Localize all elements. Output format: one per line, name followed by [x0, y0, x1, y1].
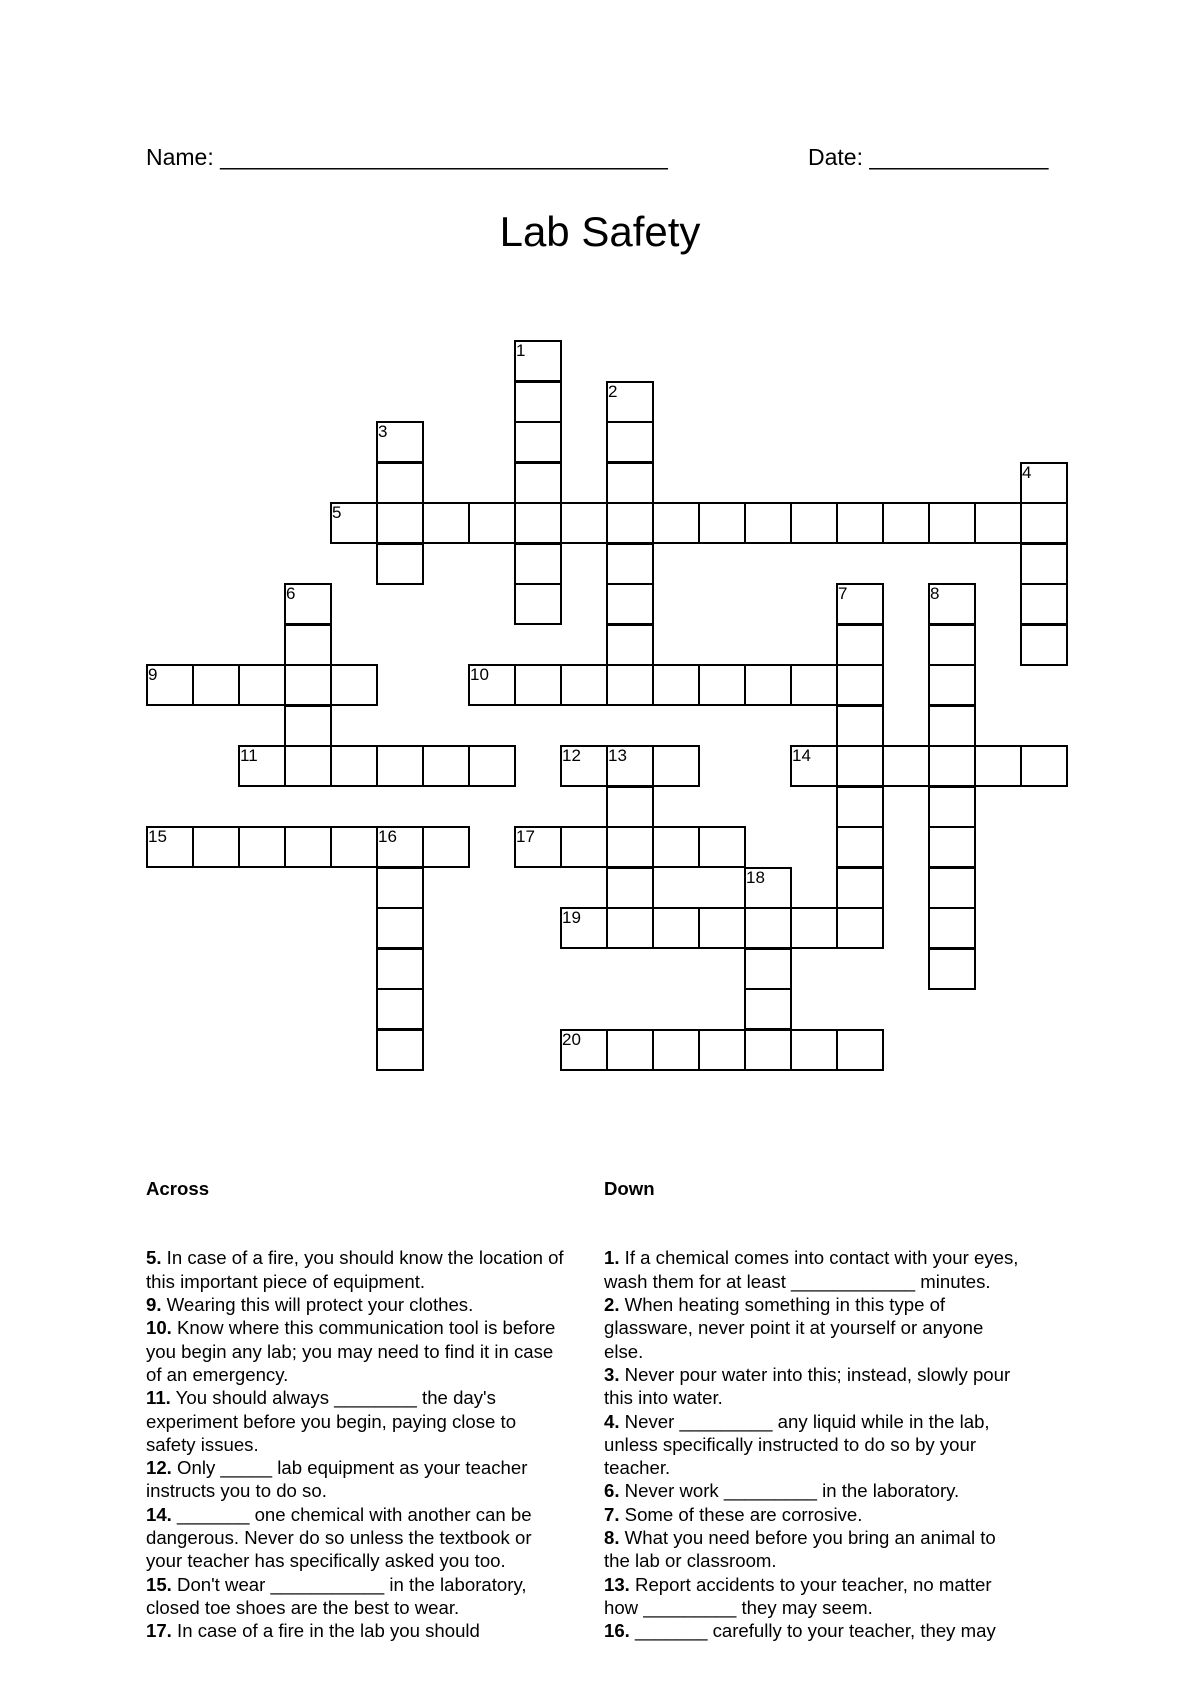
down-clue-line	[604, 1410, 1074, 1433]
crossword-cell[interactable]	[836, 705, 884, 747]
crossword-cell[interactable]	[744, 664, 792, 706]
crossword-cell[interactable]	[836, 624, 884, 666]
clue-number: 1.	[604, 1247, 620, 1269]
crossword-cell[interactable]	[1020, 462, 1068, 504]
crossword-cell[interactable]	[284, 624, 332, 666]
down-clue-line	[604, 1293, 1074, 1316]
crossword-cell[interactable]	[1020, 583, 1068, 625]
across-clue-line	[146, 1503, 608, 1526]
crossword-cell[interactable]	[514, 664, 562, 706]
down-clue-line	[604, 1246, 1074, 1269]
clue-number: 8.	[604, 1527, 620, 1549]
crossword-cell[interactable]	[928, 705, 976, 747]
clue-number-label: 15	[148, 827, 167, 846]
crossword-cell[interactable]	[422, 502, 470, 544]
crossword-cell[interactable]	[606, 502, 654, 544]
across-clue-line	[146, 1479, 608, 1502]
crossword-cell[interactable]	[376, 867, 424, 909]
clue-text: instructs you to do so.	[146, 1480, 327, 1502]
crossword-cell[interactable]	[146, 826, 194, 868]
clue-number-label: 5	[332, 503, 342, 522]
clue-number-label: 14	[792, 746, 811, 765]
crossword-cell[interactable]	[560, 664, 608, 706]
across-clue-line	[146, 1549, 608, 1572]
crossword-cell[interactable]	[376, 462, 424, 504]
clue-number: 16.	[604, 1620, 630, 1642]
clue-number: 2.	[604, 1294, 620, 1316]
crossword-cell[interactable]	[928, 867, 976, 909]
clue-text: _______ one chemical with another can be	[171, 1503, 532, 1525]
crossword-cell[interactable]	[376, 826, 424, 868]
crossword-cell[interactable]	[606, 624, 654, 666]
clue-text: If a chemical comes into contact with your eyes,	[619, 1247, 1019, 1269]
crossword-cell[interactable]	[790, 502, 838, 544]
across-clue-line	[146, 1433, 608, 1456]
crossword-cell[interactable]	[698, 907, 746, 949]
down-clue-line	[604, 1363, 1074, 1386]
crossword-cell[interactable]	[330, 745, 378, 787]
down-clue-line	[604, 1549, 1074, 1572]
crossword-cell[interactable]	[652, 907, 700, 949]
clue-number-label: 6	[286, 584, 296, 603]
clue-text: dangerous. Never do so unless the textbook or	[146, 1527, 532, 1549]
crossword-cell[interactable]	[836, 502, 884, 544]
clue-text: Never work _________ in the laboratory.	[619, 1480, 960, 1502]
clue-number-label: 4	[1022, 462, 1032, 482]
clue-number: 11.	[146, 1387, 171, 1409]
across-clue-line	[146, 1270, 608, 1293]
crossword-cell[interactable]	[376, 502, 424, 544]
down-clue-line	[604, 1433, 1074, 1456]
clue-text: glassware, never point it at yourself or anyone	[604, 1317, 984, 1339]
crossword-cell[interactable]	[652, 745, 700, 787]
crossword-cell[interactable]	[468, 664, 516, 706]
crossword-cell[interactable]	[790, 907, 838, 949]
across-clue-line	[146, 1619, 608, 1642]
clue-number-label: 16	[378, 827, 397, 846]
clue-text: Don't wear ___________ in the laboratory,	[171, 1573, 527, 1595]
crossword-cell[interactable]	[376, 745, 424, 787]
clue-text: When heating something in this type of	[619, 1294, 946, 1316]
crossword-cell[interactable]	[928, 664, 976, 706]
clue-number-label: 1	[516, 341, 526, 360]
crossword-cell[interactable]	[836, 786, 884, 828]
clue-number-label: 8	[930, 584, 940, 603]
crossword-cell[interactable]	[652, 502, 700, 544]
crossword-cell[interactable]	[376, 1029, 424, 1071]
clue-text: In case of a fire in the lab you should	[171, 1620, 480, 1642]
crossword-cell[interactable]	[330, 826, 378, 868]
crossword-cell[interactable]	[1020, 543, 1068, 585]
across-clue-line	[146, 1246, 608, 1269]
clue-number: 15.	[146, 1573, 172, 1595]
clue-number: 3.	[604, 1363, 620, 1385]
date-field-label: Date: ______________	[808, 144, 1049, 170]
clue-text: Never pour water into this; instead, slowly pour	[619, 1363, 1011, 1385]
clue-number: 17.	[146, 1620, 172, 1642]
across-clue-line	[146, 1456, 608, 1479]
crossword-cell[interactable]	[238, 664, 286, 706]
crossword-cell[interactable]	[376, 543, 424, 585]
down-clue-line	[604, 1526, 1074, 1549]
crossword-cell[interactable]	[560, 1029, 608, 1071]
down-clue-line	[604, 1503, 1074, 1526]
crossword-cell[interactable]	[606, 786, 654, 828]
clue-text: closed toe shoes are the best to wear.	[146, 1596, 460, 1618]
crossword-cell[interactable]	[790, 664, 838, 706]
across-clue-line	[146, 1386, 608, 1409]
clue-text: wash them for at least ____________ minutes.	[604, 1270, 991, 1292]
clue-text: Know where this communication tool is before	[171, 1317, 556, 1339]
crossword-cell[interactable]	[514, 421, 562, 463]
crossword-cell[interactable]	[330, 664, 378, 706]
crossword-cell[interactable]	[284, 705, 332, 747]
crossword-cell[interactable]	[238, 745, 286, 787]
crossword-cell[interactable]	[560, 502, 608, 544]
across-clue-line	[146, 1316, 608, 1339]
crossword-cell[interactable]	[974, 502, 1022, 544]
down-heading: Down	[604, 1177, 655, 1199]
crossword-cell[interactable]	[376, 988, 424, 1030]
crossword-cell[interactable]	[928, 624, 976, 666]
crossword-cell[interactable]	[192, 664, 240, 706]
crossword-cell[interactable]	[652, 664, 700, 706]
crossword-cell[interactable]	[744, 988, 792, 1030]
down-clue-line	[604, 1456, 1074, 1479]
crossword-cell[interactable]	[606, 1029, 654, 1071]
down-clue-line	[604, 1340, 1074, 1363]
crossword-cell[interactable]	[560, 907, 608, 949]
crossword-cell[interactable]	[836, 664, 884, 706]
crossword-cell[interactable]	[744, 502, 792, 544]
crossword-cell[interactable]	[422, 826, 470, 868]
clue-number-label: 20	[562, 1029, 581, 1049]
clue-number-label: 2	[608, 381, 618, 401]
clue-text: What you need before you bring an animal to	[619, 1527, 996, 1549]
crossword-cell[interactable]	[330, 502, 378, 544]
clue-text: how _________ they may seem.	[604, 1596, 873, 1618]
down-clue-line	[604, 1573, 1074, 1596]
crossword-cell[interactable]	[928, 907, 976, 949]
name-field-label: Name: ___________________________________	[146, 144, 668, 170]
crossword-cell[interactable]	[238, 826, 286, 868]
crossword-cell[interactable]	[514, 502, 562, 544]
crossword-cell[interactable]	[606, 745, 654, 787]
clue-number: 13.	[604, 1573, 630, 1595]
clue-text: Wearing this will protect your clothes.	[161, 1294, 474, 1316]
down-clue-line	[604, 1316, 1074, 1339]
crossword-cell[interactable]	[606, 664, 654, 706]
clue-text: Some of these are corrosive.	[619, 1503, 863, 1525]
down-clue-line	[604, 1386, 1074, 1409]
crossword-cell[interactable]	[698, 1029, 746, 1071]
crossword-cell[interactable]	[1020, 502, 1068, 544]
crossword-cell[interactable]	[744, 867, 792, 909]
crossword-cell[interactable]	[468, 745, 516, 787]
crossword-cell[interactable]	[1020, 745, 1068, 787]
crossword-cell[interactable]	[744, 1029, 792, 1071]
across-heading: Across	[146, 1177, 210, 1199]
crossword-cell[interactable]	[560, 745, 608, 787]
clue-text: you begin any lab; you may need to find it in case	[146, 1340, 554, 1362]
clue-number-label: 19	[562, 908, 581, 927]
clue-number-label: 11	[240, 746, 258, 765]
clue-number: 9.	[146, 1294, 162, 1316]
crossword-cell[interactable]	[836, 826, 884, 868]
clue-text: the lab or classroom.	[604, 1550, 777, 1572]
crossword-cell[interactable]	[422, 745, 470, 787]
crossword-cell[interactable]	[974, 745, 1022, 787]
crossword-cell[interactable]	[790, 745, 838, 787]
crossword-cell[interactable]	[698, 826, 746, 868]
clue-number: 5.	[146, 1247, 162, 1269]
crossword-cell[interactable]	[514, 826, 562, 868]
crossword-cell[interactable]	[468, 502, 516, 544]
crossword-cell[interactable]	[744, 907, 792, 949]
clue-text: this into water.	[604, 1387, 723, 1409]
clue-number-label: 18	[746, 867, 765, 887]
clue-text: this important piece of equipment.	[146, 1270, 426, 1292]
page-title: Lab Safety	[499, 208, 701, 255]
clue-text: safety issues.	[146, 1433, 259, 1455]
clue-number: 14.	[146, 1503, 172, 1525]
crossword-cell[interactable]	[606, 583, 654, 625]
down-clue-line	[604, 1619, 1074, 1642]
crossword-cell[interactable]	[192, 826, 240, 868]
crossword-cell[interactable]	[284, 826, 332, 868]
crossword-cell[interactable]	[606, 543, 654, 585]
crossword-cell[interactable]	[836, 745, 884, 787]
crossword-cell[interactable]	[652, 1029, 700, 1071]
crossword-cell[interactable]	[928, 583, 976, 625]
crossword-cell[interactable]	[698, 502, 746, 544]
clue-text: _______ carefully to your teacher, they may	[629, 1620, 996, 1642]
across-clues	[146, 1130, 608, 1666]
crossword-cell[interactable]	[606, 826, 654, 868]
crossword-cell[interactable]	[284, 745, 332, 787]
crossword-cell[interactable]	[928, 826, 976, 868]
clue-text: Never _________ any liquid while in the lab,	[619, 1410, 990, 1432]
crossword-cell[interactable]	[606, 462, 654, 504]
clue-number: 7.	[604, 1503, 620, 1525]
across-clue-line	[146, 1596, 608, 1619]
clue-text: Only _____ lab equipment as your teacher	[171, 1457, 528, 1479]
clue-number: 6.	[604, 1480, 620, 1502]
crossword-cell[interactable]	[744, 948, 792, 990]
crossword-cell[interactable]	[928, 948, 976, 990]
crossword-cell[interactable]	[514, 381, 562, 423]
crossword-cell[interactable]	[652, 826, 700, 868]
crossword-cell[interactable]	[514, 583, 562, 625]
clue-text: Report accidents to your teacher, no matter	[629, 1573, 992, 1595]
clue-text: experiment before you begin, paying close to	[146, 1410, 517, 1432]
crossword-cell[interactable]	[882, 745, 930, 787]
crossword-cell[interactable]	[928, 786, 976, 828]
crossword-cell[interactable]	[376, 421, 424, 463]
crossword-cell[interactable]	[882, 502, 930, 544]
clue-text: your teacher has specifically asked you too.	[146, 1550, 506, 1572]
crossword-cell[interactable]	[698, 664, 746, 706]
crossword-cell[interactable]	[1020, 624, 1068, 666]
down-clue-line	[604, 1270, 1074, 1293]
crossword-cell[interactable]	[836, 907, 884, 949]
crossword-cell[interactable]	[606, 907, 654, 949]
crossword-cell[interactable]	[376, 907, 424, 949]
clue-number-label: 13	[608, 746, 627, 765]
clue-text: else.	[604, 1340, 644, 1362]
clue-number: 10.	[146, 1317, 172, 1339]
crossword-cell[interactable]	[836, 583, 884, 625]
down-clue-line	[604, 1596, 1074, 1619]
crossword-cell[interactable]	[284, 583, 332, 625]
crossword-cell[interactable]	[836, 1029, 884, 1071]
clue-number-label: 12	[562, 746, 581, 765]
across-clue-line	[146, 1293, 608, 1316]
crossword-cell[interactable]	[514, 543, 562, 585]
clue-text: In case of a fire, you should know the location of	[161, 1247, 564, 1269]
crossword-cell[interactable]	[836, 867, 884, 909]
crossword-cell[interactable]	[790, 1029, 838, 1071]
crossword-cell[interactable]	[284, 664, 332, 706]
clue-number-label: 7	[838, 584, 848, 603]
crossword-cell[interactable]	[146, 664, 194, 706]
crossword-cell[interactable]	[606, 867, 654, 909]
across-clue-line	[146, 1410, 608, 1433]
crossword-cell[interactable]	[928, 502, 976, 544]
crossword-cell[interactable]	[514, 340, 562, 382]
across-clue-line	[146, 1573, 608, 1596]
crossword-cell[interactable]	[606, 381, 654, 423]
clue-number-label: 3	[378, 422, 388, 441]
across-clue-line	[146, 1526, 608, 1549]
clue-number: 12.	[146, 1457, 172, 1479]
crossword-cell[interactable]	[376, 948, 424, 990]
clue-text: of an emergency.	[146, 1363, 289, 1385]
clue-text: unless specifically instructed to do so by your	[604, 1433, 977, 1455]
crossword-cell[interactable]	[514, 462, 562, 504]
across-clue-line	[146, 1363, 608, 1386]
clue-number-label: 10	[470, 665, 489, 684]
clue-text: You should always ________ the day's	[170, 1387, 496, 1409]
crossword-cell[interactable]	[928, 745, 976, 787]
crossword-cell[interactable]	[606, 421, 654, 463]
clue-number: 4.	[604, 1410, 620, 1432]
across-clue-line	[146, 1340, 608, 1363]
clue-number-label: 9	[148, 665, 158, 684]
down-clues	[604, 1130, 1074, 1666]
down-clue-line	[604, 1479, 1074, 1502]
clue-text: teacher.	[604, 1457, 671, 1479]
crossword-cell[interactable]	[560, 826, 608, 868]
clue-number-label: 17	[516, 827, 535, 846]
